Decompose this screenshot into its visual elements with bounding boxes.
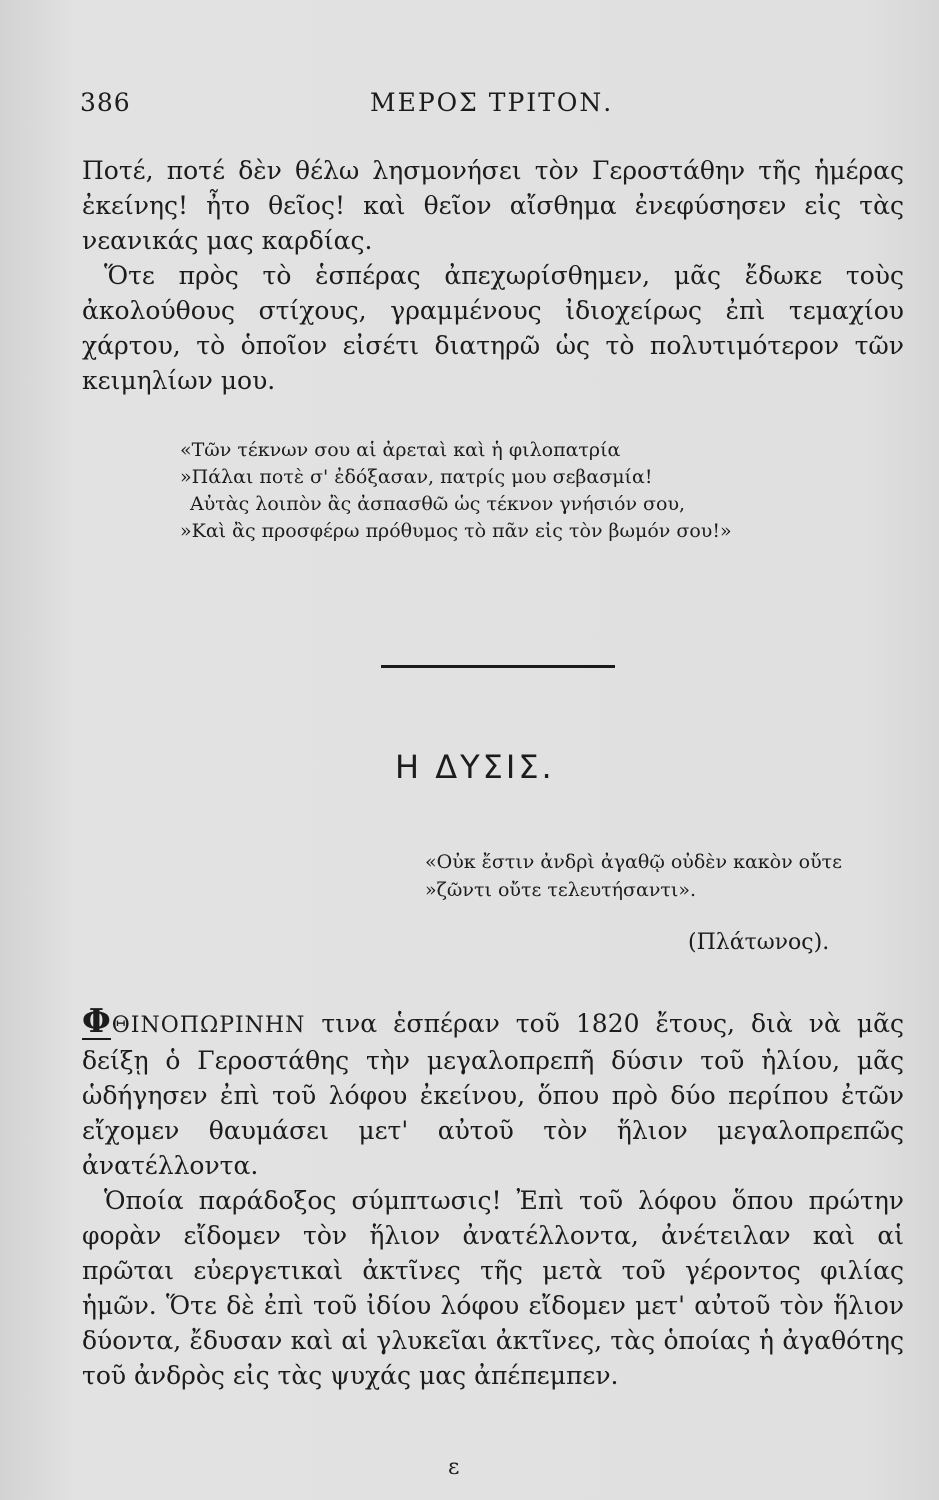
paragraph-1: Ποτέ, ποτέ δὲν θέλω λησμονήσει τὸν Γεροστάθην τῆς ἡμέρας ἐκείνης! ἦτο θεῖος! καὶ θεῖον αἴσθημα ἐνεφύσησεν εἰς τὰς νεανικάς μας καρδίας. (82, 156, 904, 255)
chapter-text-block (82, 1003, 904, 1393)
chapter-paragraph-2: Ὁποία παράδοξος σύμπτωσις! Ἐπὶ τοῦ λόφου ὅπου πρώτην φορὰν εἴδομεν τὸν ἥλιον ἀνατέλλοντα, ἀνέτειλαν καὶ αἱ πρῶται εὐεργετικαὶ ἀκτῖνες τῆς μετὰ τοῦ γέροντος φιλίας ἡμῶν. Ὅτε δὲ ἐπὶ τοῦ ἰδίου λόφου εἴδομεν μετ' αὐτοῦ τὸν ἥλιον δύοντα, ἔδυσαν καὶ αἱ γλυκεῖαι ἀκτῖνες, τὰς ὁποίας ἡ ἀγαθότης τοῦ ἀνδρὸς εἰς τὰς ψυχάς μας ἀπέπεμπεν. (82, 1186, 904, 1390)
signature-mark: ε (448, 1455, 460, 1480)
epigraph-attribution: (Πλάτωνος). (688, 930, 830, 955)
paragraph-2: Ὅτε πρὸς τὸ ἑσπέρας ἀπεχωρίσθημεν, μᾶς ἔδωκε τοὺς ἀκολούθους στίχους, γραμμένους ἰδιοχείρως ἐπὶ τεμαχίου χάρτου, τὸ ὁποῖον εἰσέτι διατηρῶ ὡς τὸ πολυτιμότερον τῶν κειμηλίων μου. (82, 261, 904, 395)
poem-line-1: «Τῶν τέκνων σου αἱ ἀρεταὶ καὶ ἡ φιλοπατρία (180, 439, 621, 461)
epigraph-line-1: «Οὐκ ἔστιν ἀνδρὶ ἀγαθῷ οὐδὲν κακὸν οὔτε (425, 851, 843, 873)
poem-line-2: »Πάλαι ποτὲ σ' ἐδόξασαν, πατρίς μου σεβασμία! (180, 466, 653, 488)
chapter-paragraph-1-text: τινα ἑσπέραν τοῦ 1820 ἔτους, διὰ νὰ μᾶς δείξῃ ὁ Γεροστάθης τὴν μεγαλοπρεπῆ δύσιν τοῦ ἡλίου, μᾶς ὡδήγησεν ἐπὶ τοῦ λόφου ἐκείνου, ὅπου πρὸ δύο περίπου ἐτῶν εἴχομεν θαυμάσει μετ' αὐτοῦ τὸν ἥλιον μεγαλοπρεπῶς ἀνατέλλοντα. (82, 1009, 904, 1180)
running-header (80, 88, 900, 122)
opening-text-block (82, 153, 904, 398)
page-number: 386 (80, 88, 131, 117)
section-divider-rule (381, 665, 615, 668)
poem-line-4: »Καὶ ἂς προσφέρω πρόθυμος τὸ πᾶν εἰς τὸν βωμόν σου!» (180, 520, 732, 542)
chapter-paragraph-1 (82, 1003, 904, 1183)
epigraph (425, 848, 915, 904)
smallcaps-opening-word: ΘΙΝΟΠΩΡΙΝΗΝ (111, 1013, 306, 1038)
section-title: Η ΔΥΣΙΣ. (395, 748, 555, 786)
poem (180, 437, 820, 545)
drop-cap: Φ (82, 1001, 111, 1040)
running-title: ΜΕΡΟΣ ΤΡΙΤΟΝ. (370, 88, 614, 117)
epigraph-line-2: »ζῶντι οὔτε τελευτήσαντι». (425, 879, 697, 901)
poem-line-3: Αὐτὰς λοιπὸν ἂς ἀσπασθῶ ὡς τέκνον γνήσιόν σου, (190, 493, 686, 515)
